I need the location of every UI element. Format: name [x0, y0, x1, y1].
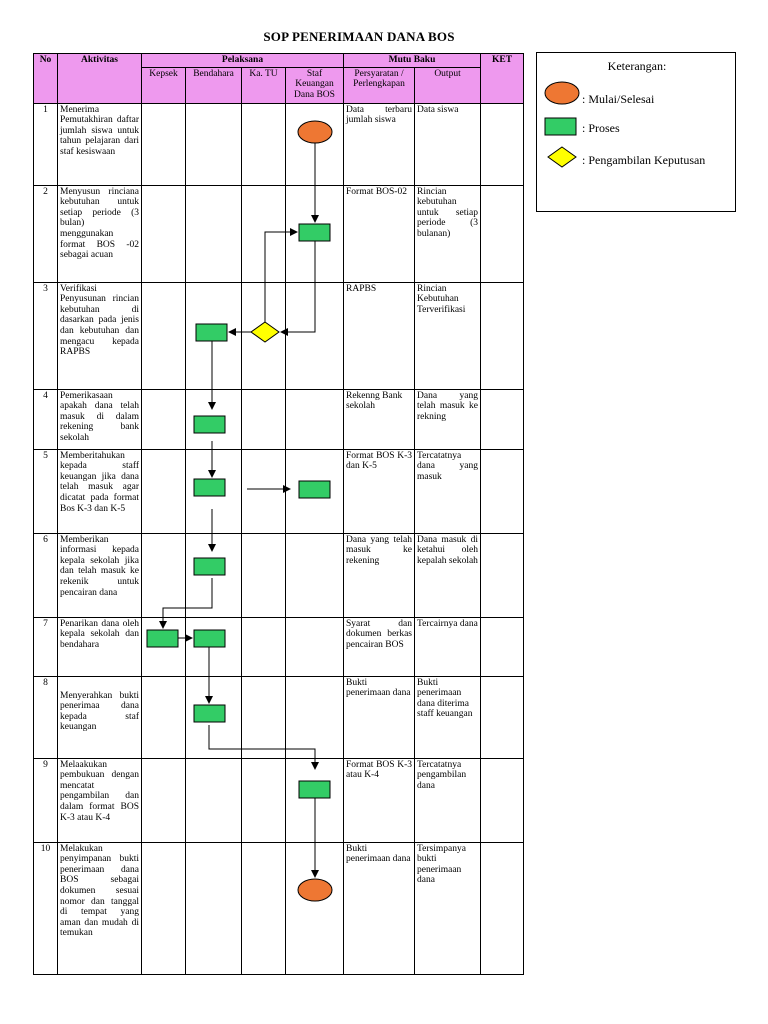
header-ka-tu: Ka. TU [242, 67, 286, 103]
row-aktivitas: Memberitahukan kepada staff keuangan jika dana telah masuk agar dicatat pada format Bos K-3 dan K-5 [58, 449, 142, 533]
table-row [34, 617, 524, 676]
header-no: No [34, 54, 58, 104]
row-persyaratan: Rekenng Bank sekolah [344, 389, 415, 449]
row-no: 10 [34, 842, 58, 974]
row-output: Rincian Kebutuhan Terverifikasi [415, 282, 481, 389]
table-row [34, 185, 524, 282]
row-persyaratan: Bukti penerimaan dana [344, 842, 415, 974]
row-no: 3 [34, 282, 58, 389]
row-no: 9 [34, 758, 58, 842]
header-output: Output [415, 67, 481, 103]
table-row [34, 449, 524, 533]
header-bendahara: Bendahara [186, 67, 242, 103]
table-row [34, 842, 524, 974]
row-output: Rincian kebutuhan untuk setiap periode (3 bulanan) [415, 185, 481, 282]
row-aktivitas: Penarikan dana oleh kepala sekolah dan bendahara [58, 617, 142, 676]
legend-title: Keterangan: [607, 59, 667, 73]
row-output: Dana yang telah masuk ke rekning [415, 389, 481, 449]
row-persyaratan: Format BOS-02 [344, 185, 415, 282]
row-no: 6 [34, 533, 58, 617]
process-icon [542, 115, 582, 139]
document-title: SOP PENERIMAAN DANA BOS [263, 29, 455, 44]
row-no: 4 [34, 389, 58, 449]
header-mutu-baku: Mutu Baku [344, 54, 481, 68]
legend-label-mulai-selesai: : Mulai/Selesai [582, 92, 655, 106]
oval-icon [542, 79, 582, 107]
row-persyaratan: Format BOS K-3 atau K-4 [344, 758, 415, 842]
decision-icon [542, 145, 582, 171]
header-ket: KET [481, 54, 524, 104]
row-aktivitas: Menerima Pemutakhiran daftar jumlah siswa untuk tahun pelajaran dari staf kesiswaan [58, 103, 142, 185]
row-aktivitas: Memberikan informasi kepada kepala sekolah jika dan telah masuk ke rekenik untuk pencairan dana [58, 533, 142, 617]
header-kepsek: Kepsek [142, 67, 186, 103]
row-output: Dana masuk di ketahui oleh kepalah sekolah [415, 533, 481, 617]
legend-label-proses: : Proses [582, 121, 620, 135]
row-no: 7 [34, 617, 58, 676]
row-persyaratan: Dana yang telah masuk ke rekening [344, 533, 415, 617]
row-aktivitas: Verifikasi Penyusunan rincian kebutuhan di dasarkan pada jenis dan kebutuhan dan mengacu kepada RAPBS [58, 282, 142, 389]
row-output: Tercatatnya dana yang masuk [415, 449, 481, 533]
legend-label-keputusan: : Pengambilan Keputusan [582, 153, 706, 167]
row-persyaratan: Format BOS K-3 dan K-5 [344, 449, 415, 533]
row-aktivitas: Melakukan penyimpanan bukti penerimaan dana BOS sebagai dokumen sesuai nomor dan tanggal di tempat yang aman dan mudah di temukan [58, 842, 142, 974]
table-row [34, 676, 524, 758]
row-no: 2 [34, 185, 58, 282]
row-persyaratan: RAPBS [344, 282, 415, 389]
table-row [34, 282, 524, 389]
header-persyaratan: Persyaratan / Perlengkapan [344, 67, 415, 103]
header-staf-keuangan: Staf Keuangan Dana BOS [286, 67, 344, 103]
row-no: 8 [34, 676, 58, 758]
row-aktivitas: Menyusun rinciana kebutuhan untuk setiap periode (3 bulan) menggunakan format BOS -02 sebagai acuan [58, 185, 142, 282]
row-no: 5 [34, 449, 58, 533]
row-output: Data siswa [415, 103, 481, 185]
row-persyaratan: Bukti penerimaan dana [344, 676, 415, 758]
row-aktivitas: Pemerikasaan apakah dana telah masuk di dalam rekening bank sekolah [58, 389, 142, 449]
table-row [34, 103, 524, 185]
row-output: Tercairnya dana [415, 617, 481, 676]
row-output: Tersimpanya bukti penerimaan dana [415, 842, 481, 974]
row-output: Tercatatnya pengambilan dana [415, 758, 481, 842]
sop-table [33, 53, 524, 975]
table-row [34, 389, 524, 449]
header-aktivitas: Aktivitas [58, 54, 142, 104]
row-aktivitas: Melaakukan pembukuan dengan mencatat pengambilan dan dalam format BOS K-3 atau K-4 [58, 758, 142, 842]
row-no: 1 [34, 103, 58, 185]
row-persyaratan: Syarat dan dokumen berkas pencairan BOS [344, 617, 415, 676]
row-persyaratan: Data terbaru jumlah siswa [344, 103, 415, 185]
legend-box [536, 52, 736, 212]
row-output: Bukti penerimaan dana diterima staff keuangan [415, 676, 481, 758]
row-aktivitas: Menyerahkan bukti penerimaa dana kepada staf keuangan [58, 676, 142, 758]
header-pelaksana: Pelaksana [142, 54, 344, 68]
table-row [34, 533, 524, 617]
table-row [34, 758, 524, 842]
